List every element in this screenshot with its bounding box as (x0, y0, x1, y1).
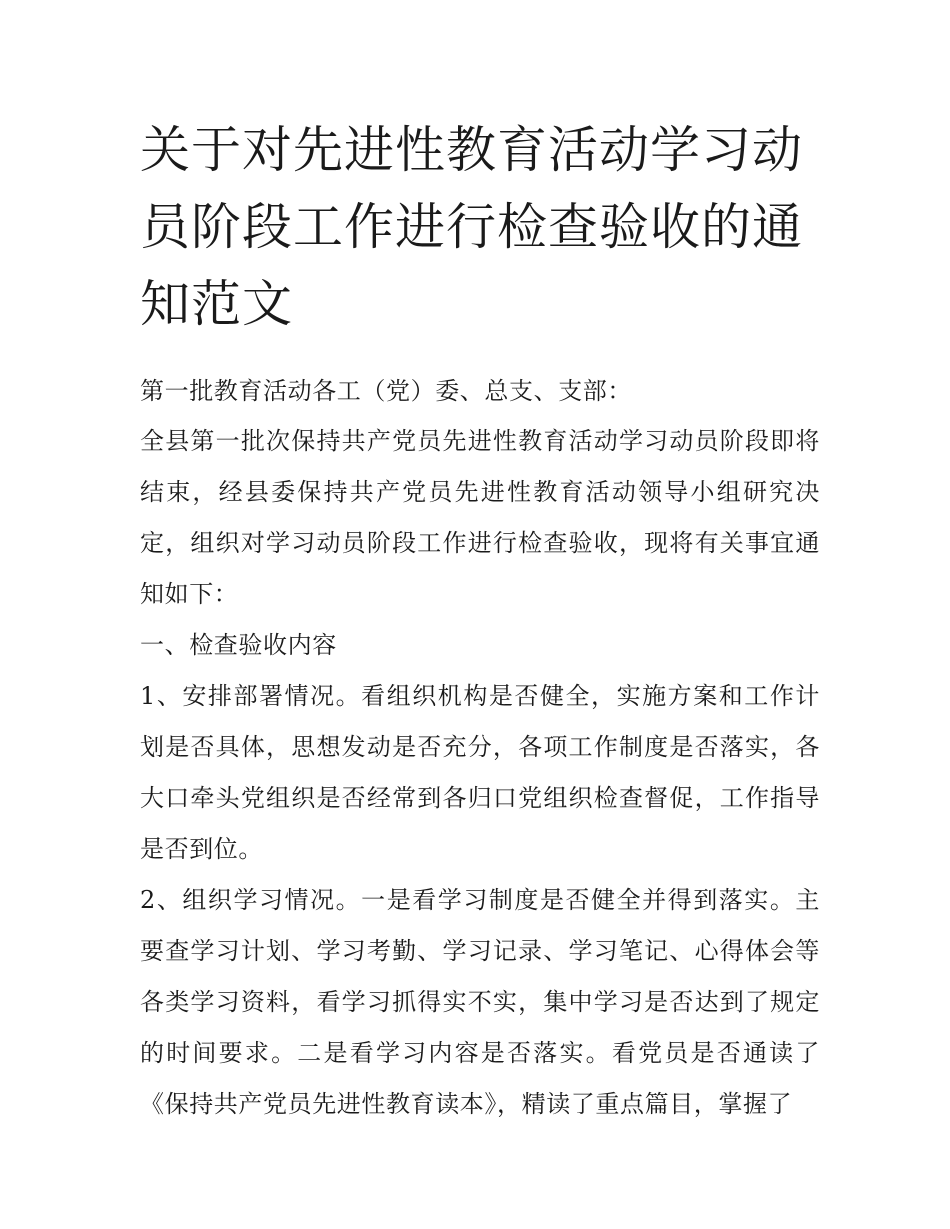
document-body (140, 367, 820, 1130)
paragraph-item-1: 1、安排部署情况。看组织机构是否健全，实施方案和工作计划是否具体，思想发动是否充分，各项工作制度是否落实，各大口牵头党组织是否经常到各归口党组织检查督促，工作指导是否到位。 (140, 682, 820, 863)
paragraph-item-2: 2、组织学习情况。一是看学习制度是否健全并得到落实。主要查学习计划、学习考勤、学习记录、学习笔记、心得体会等各类学习资料，看学习抓得实不实，集中学习是否达到了规定的时间要求。二是看学习内容是否落实。看党员是否通读了《保持共产党员先进性教育读本》，精读了重点篇目，掌握了 (140, 886, 820, 1118)
section-heading: 一、检查验收内容 (140, 631, 337, 659)
document-title: 关于对先进性教育活动学习动员阶段工作进行检查验收的通知范文 (140, 121, 803, 333)
paragraph-intro: 全县第一批次保持共产党员先进性教育活动学习动员阶段即将结束，经县委保持共产党员先进性教育活动领导小组研究决定，组织对学习动员阶段工作进行检查验收，现将有关事宜通知如下： (140, 427, 820, 608)
document-page (140, 112, 820, 1130)
salutation: 第一批教育活动各工（党）委、总支、支部： (140, 377, 632, 405)
